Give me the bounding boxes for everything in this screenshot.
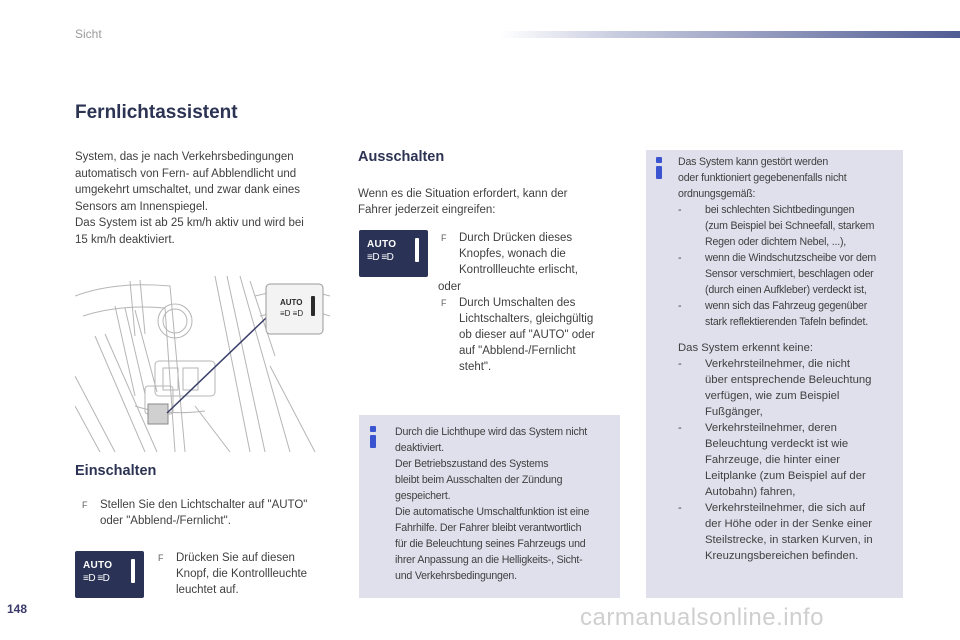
auto-headlamp-button[interactable] [75, 551, 144, 598]
bullet-glyph: F [82, 500, 88, 510]
ausschalten-intro [358, 186, 608, 218]
disturbance-item [678, 298, 900, 330]
step-text-line: ob dieser auf "AUTO" oder [459, 329, 595, 341]
info-line: Durch die Lichthupe wird das System nicht [395, 426, 588, 438]
info-icon-dot [656, 157, 662, 163]
info-line: bleibt beim Ausschalten der Zündung [395, 474, 563, 486]
disturbance-item [678, 202, 900, 250]
intro-line: 15 km/h deaktiviert. [75, 233, 175, 246]
info-line: deaktiviert. [395, 442, 444, 454]
info-line: oder funktioniert gegebenenfalls nicht [678, 172, 847, 184]
step-text-line: auf "Abblend-/Fernlicht [459, 345, 576, 357]
info-line: Verkehrsteilnehmer, die sich auf [705, 502, 866, 514]
info-right-disturbances [678, 154, 900, 330]
page-number: 148 [7, 602, 28, 616]
step-text-line: Lichtschalters, gleichgültig [459, 313, 594, 325]
dashboard-line-drawing [75, 276, 330, 452]
info-line: Fußgänger, [705, 406, 763, 418]
step-text-line: Knopf, die Kontrollleuchte [176, 568, 308, 580]
callout-indicator-bar [311, 296, 315, 316]
indicator-bar-icon [415, 238, 419, 262]
watermark: carmanualsonline.info [580, 604, 824, 631]
info-line: über entsprechende Beleuchtung [705, 374, 872, 386]
dash-glyph: - [678, 502, 682, 514]
light-switch-highlight [148, 404, 168, 424]
intro-line: Sensors am Innenspiegel. [75, 200, 208, 213]
info-line: und Verkehrsbedingungen. [395, 570, 517, 582]
einschalten-step-1 [82, 497, 342, 529]
info-icon [369, 426, 377, 448]
info-line: Verkehrsteilnehmer, deren [705, 422, 837, 434]
info-line: Beleuchtung verdeckt ist wie [705, 438, 849, 450]
info-line: ordnungsgemäß: [678, 188, 756, 200]
info-line: Steilstrecke, in starken Kurven, in [705, 534, 873, 546]
einschalten-heading: Einschalten [75, 463, 157, 479]
info-line: bei schlechten Sichtbedingungen [705, 204, 855, 216]
info-line: verfügen, wie zum Beispiel [705, 390, 840, 402]
bullet-glyph: F [441, 233, 447, 243]
step-text-line: Durch Umschalten des [459, 297, 576, 309]
auto-headlamp-button[interactable] [359, 230, 428, 277]
step-text-line: Drücken Sie auf diesen [176, 552, 295, 564]
intro-line: System, das je nach Verkehrsbedingungen [75, 151, 294, 163]
callout-auto-label: AUTO [280, 298, 303, 307]
step-text-line: Stellen Sie den Lichtschalter auf "AUTO" [100, 499, 308, 511]
step-text-line: Durch Drücken dieses [459, 232, 573, 244]
einschalten-step-2 [158, 550, 338, 598]
intro-line: automatisch von Fern- auf Abblendlicht und [75, 167, 297, 180]
not-detected-item [678, 420, 900, 500]
info-line: Der Betriebszustand des Systems [395, 458, 549, 470]
page-title: Fernlichtassistent [75, 102, 238, 123]
info-line: (zum Beispiel bei Schneefall, starkem [705, 220, 875, 232]
info-center-text [395, 424, 617, 584]
callout-headlamp-symbol: ≡D ≡D [280, 309, 304, 318]
ausschalten-step-1 [441, 230, 616, 278]
not-detected-item [678, 356, 900, 420]
intro-line: umgekehrt umschaltet, und zwar dank eines [75, 184, 301, 196]
info-line: für die Beleuchtung seines Fahrzeugs und [395, 538, 586, 550]
info-line: Sensor verschmiert, beschlagen oder [705, 268, 874, 280]
info-line: gespeichert. [395, 490, 451, 502]
info-line: wenn die Windschutzscheibe vor dem [705, 252, 877, 264]
step-text-line: oder "Abblend-/Fernlicht". [100, 515, 231, 527]
info-line: ihrer Anpassung an die Helligkeits-, Sicht- [395, 554, 583, 566]
callout-line [167, 318, 266, 413]
headlamp-symbol-icon: ≡D ≡D [367, 252, 394, 263]
auto-button-label: AUTO [367, 239, 397, 250]
step-text-line: steht". [459, 361, 492, 373]
info-line: stark reflektierenden Tafeln befindet. [705, 316, 868, 328]
dash-glyph: - [678, 422, 682, 434]
bullet-glyph: F [158, 553, 164, 563]
auto-button-label: AUTO [83, 560, 113, 571]
info-line: Kreuzungsbereichen befinden. [705, 550, 859, 562]
step-text-line: leuchtet auf. [176, 584, 239, 596]
info-line: Die automatische Umschaltfunktion ist eine [395, 506, 590, 518]
info-line: Fahrzeuge, die hinter einer [705, 454, 841, 466]
ausschalten-heading: Ausschalten [358, 149, 445, 165]
info-line: Regen oder dichtem Nebel, ...), [705, 236, 847, 248]
not-detected-item [678, 500, 900, 564]
indicator-bar-icon [131, 559, 135, 583]
ausschalten-step-2 [441, 295, 616, 375]
info-line: der Höhe oder in der Senke einer [705, 518, 873, 530]
step-text-line: Knopfes, wonach die [459, 248, 566, 260]
or-label: oder [438, 281, 462, 293]
info-right-not-detected [678, 340, 900, 564]
info-line: Das System erkennt keine: [678, 342, 813, 354]
dash-glyph: - [678, 300, 682, 312]
disturbance-item [678, 250, 900, 298]
info-line: (durch einen Aufkleber) verdeckt ist, [705, 284, 867, 296]
dash-glyph: - [678, 252, 682, 264]
step-text-line: Kontrollleuchte erlischt, [459, 264, 578, 276]
headlamp-symbol-icon: ≡D ≡D [83, 573, 110, 584]
info-icon-stem [370, 435, 376, 448]
info-line: wenn sich das Fahrzeug gegenüber [705, 300, 868, 312]
info-icon-stem [656, 166, 662, 179]
info-line: Leitplanke (zum Beispiel auf der [705, 470, 866, 482]
info-line: Autobahn) fahren, [705, 486, 796, 498]
header-gradient-bar [500, 31, 960, 38]
dash-glyph: - [678, 358, 682, 370]
ausschalten-intro-line: Fahrer jederzeit eingreifen: [358, 204, 496, 216]
info-line: Das System kann gestört werden [678, 156, 829, 168]
intro-line: Das System ist ab 25 km/h aktiv und wird bei [75, 217, 304, 229]
ausschalten-intro-line: Wenn es die Situation erfordert, kann der [358, 188, 568, 200]
info-line: Fahrhilfe. Der Fahrer bleibt verantwortlich [395, 522, 582, 534]
dash-glyph: - [678, 204, 682, 216]
dashboard-illustration [75, 276, 330, 452]
info-icon-dot [370, 426, 376, 432]
info-line: Verkehrsteilnehmer, die nicht [705, 358, 851, 370]
intro-paragraph [75, 149, 335, 248]
bullet-glyph: F [441, 298, 447, 308]
section-header-label: Sicht [75, 27, 102, 41]
info-icon [655, 157, 663, 179]
